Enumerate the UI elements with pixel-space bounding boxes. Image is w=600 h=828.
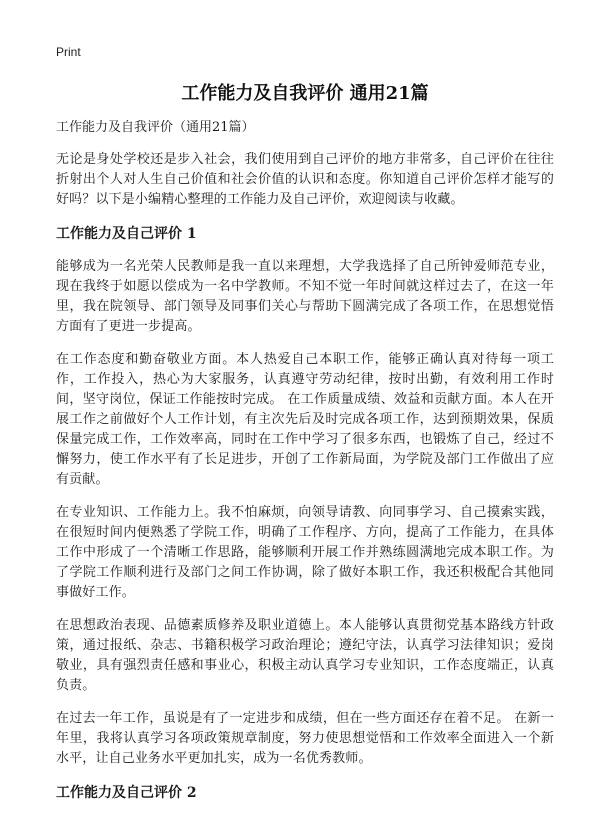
section-1-paragraph: 在思想政治表现、品德素质修养及职业道德上。本人能够认真贯彻党基本路线方针政策，通过报纸、杂志、书籍积极学习政治理论；遵纪守法，认真学习法律知识；爱岗敬业，具有强烈责任感和事业心，积极主动认真学习专业知识，工作态度端正，认真负责。: [56, 618, 554, 693]
article-body: [56, 118, 554, 816]
section-1-paragraph: 在过去一年工作，虽说是有了一定进步和成绩，但在一些方面还存在着不足。 在新一年里，我将认真学习各项政策规章制度，努力使思想觉悟和工作效率全面进入一个新水平，让自己业务水平更加扎实，成为一名优秀教师。: [56, 711, 554, 766]
print-link[interactable]: Print: [56, 45, 81, 59]
section-heading-2: 工作能力及自己评价 2: [56, 785, 197, 801]
section-1-paragraph: 能够成为一名光荣人民教师是我一直以来理想，大学我选择了自己所钟爱师范专业，现在我终于如愿以偿成为一名中学教师。不知不觉一年时间就这样过去了，在这一年里，我在院领导、部门领导及同事们关心与帮助下圆满完成了各项工作，在思想觉悟方面有了更进一步提高。: [56, 259, 554, 334]
page-title: 工作能力及自我评价 通用21篇: [181, 83, 429, 104]
section-heading-1: 工作能力及自己评价 1: [56, 226, 197, 242]
section-1-paragraph: 在专业知识、工作能力上。我不怕麻烦，向领导请教、向同事学习、自己摸索实践，在很短时间内便熟悉了学院工作，明确了工作程序、方向，提高了工作能力，在具体工作中形成了一个清晰工作思路，能够顺利开展工作并熟练圆满地完成本职工作。为了学院工作顺利进行及部门之间工作协调，除了做好本职工作，我还积极配合其他同事做好工作。: [56, 505, 554, 600]
section-1-paragraph: 在工作态度和勤奋敬业方面。本人热爱自己本职工作，能够正确认真对待每一项工作，工作投入，热心为大家服务，认真遵守劳动纪律，按时出勤，有效利用工作时间，坚守岗位，保证工作能按时完成。 在工作质量成绩、效益和贡献方面。本人在开展工作之前做好个人工作计划，有主次先后及时完成各项工作，达到预期效果，保质保量完成工作，工作效率高，同时在工作中学习了很多东西，也锻炼了自己，经过不懈努力，使工作水平有了长足进步，开创了工作新局面，为学院及部门工作做出了应有贡献。: [56, 352, 554, 487]
intro-paragraph: 无论是身处学校还是步入社会，我们使用到自己评价的地方非常多，自己评价在往往折射出个人对人生自己价值和社会价值的认识和态度。你知道自己评价怎样才能写的好吗？以下是小编精心整理的工作能力及自己评价，欢迎阅读与收藏。: [56, 152, 554, 207]
document-subtitle: 工作能力及自我评价（通用21篇）: [56, 120, 255, 135]
